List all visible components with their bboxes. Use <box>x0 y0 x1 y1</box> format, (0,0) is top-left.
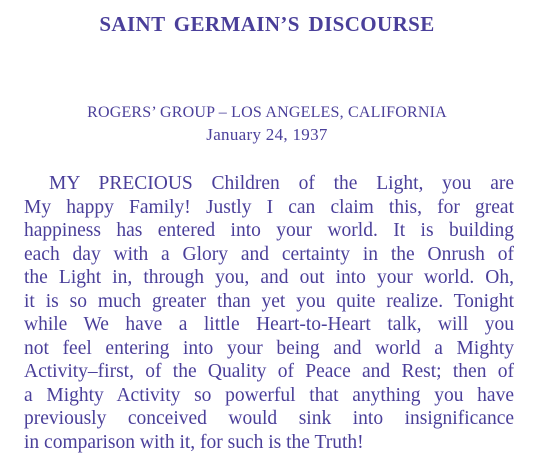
body-line: Activity–first, of the Quality of Peace and Rest; then of <box>24 361 514 382</box>
body-line: in comparison with it, for such is the Truth! <box>24 431 364 453</box>
body-line: it is so much greater than yet you quite realize. Tonight <box>24 290 514 312</box>
body-line: a Mighty Activity so powerful that anything you have <box>24 384 514 406</box>
body-line: each day with a Glory and certainty in the Onrush of <box>24 243 514 265</box>
discourse-date: January 24, 1937 <box>206 125 328 144</box>
body-line: My happy Family! Justly I can claim this, for great <box>24 196 514 218</box>
body-line: MY PRECIOUS Children of the Light, you are <box>49 173 514 194</box>
body-line: previously conceived would sink into insignificance <box>24 408 514 429</box>
body-line: happiness has entered into your world. It is building <box>24 220 514 241</box>
discourse-title: SAINT GERMAIN’S DISCOURSE <box>99 12 435 36</box>
group-location: ROGERS’ GROUP – LOS ANGELES, CALIFORNIA <box>87 104 447 121</box>
body-line: not feel entering into your being and world a Mighty <box>24 337 514 359</box>
body-line: while We have a little Heart-to-Heart talk, will you <box>24 314 514 335</box>
discourse-body <box>24 172 514 454</box>
body-line: the Light in, through you, and out into your world. Oh, <box>24 267 514 288</box>
